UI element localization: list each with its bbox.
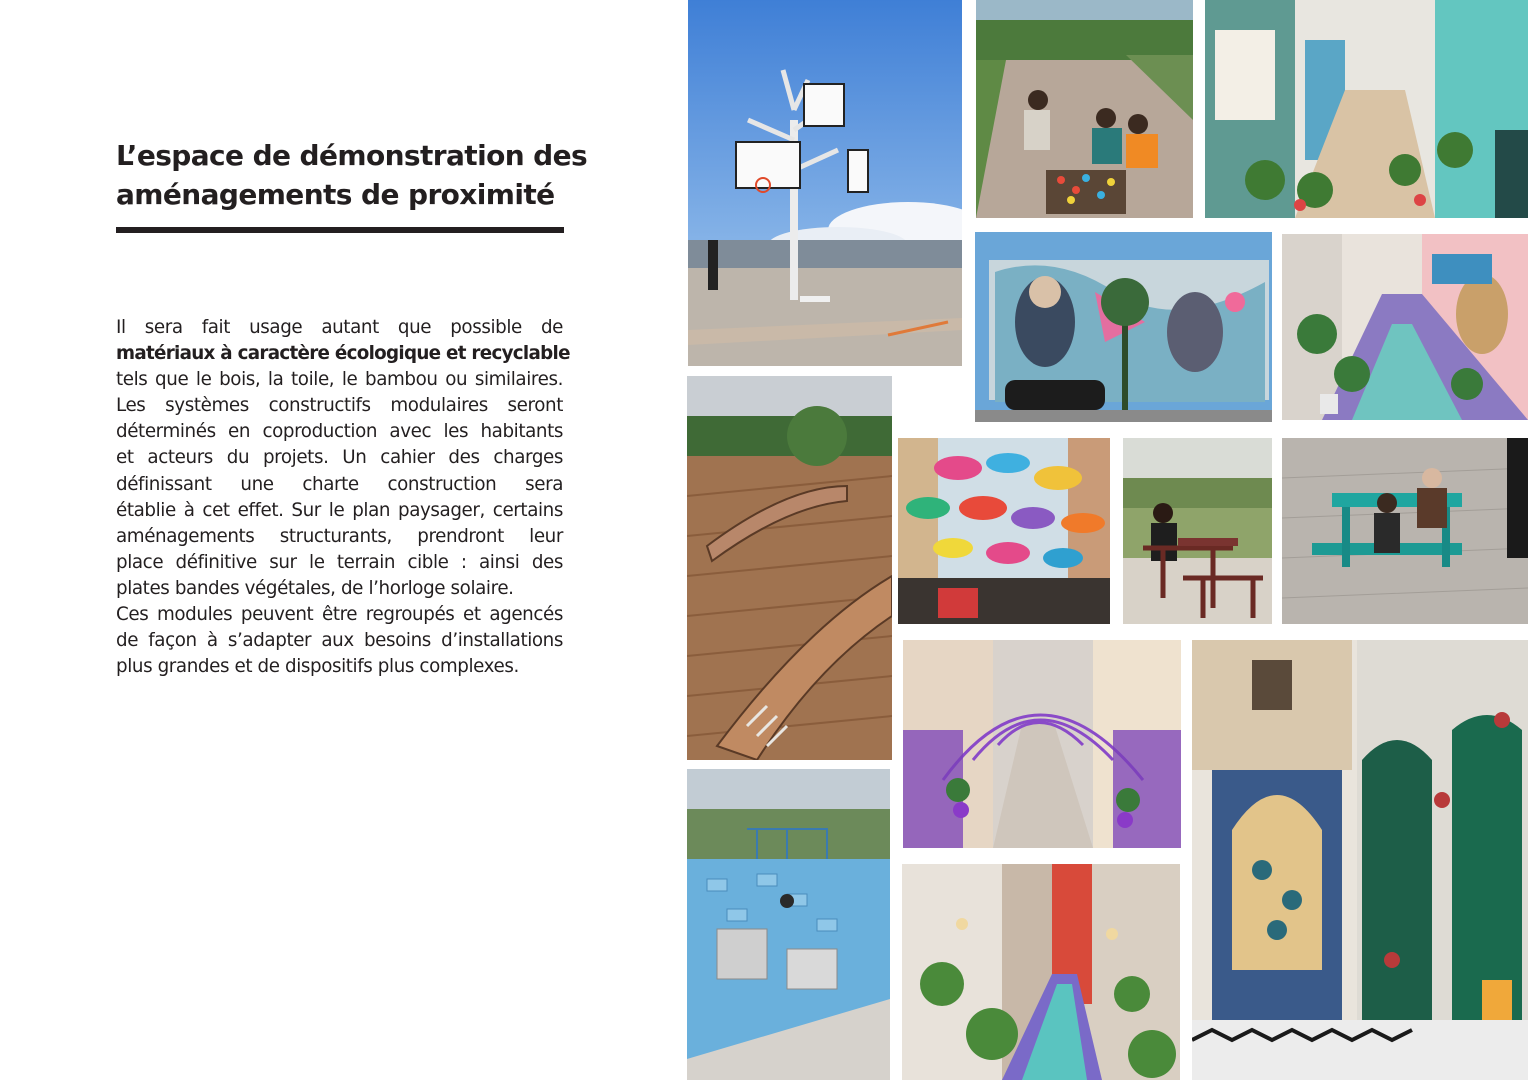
- photo-park-desk: [1123, 438, 1272, 624]
- body-line: Les systèmes constructifs modulaires seront: [116, 395, 563, 417]
- body-line: et acteurs du projets. Un cahier des charges: [116, 447, 563, 469]
- body-line: Ces modules peuvent être regroupés et agencés: [116, 604, 563, 626]
- photo-mural-wall: [975, 232, 1272, 422]
- title-underline: [116, 227, 564, 233]
- body-line: place définitive sur le terrain cible : ainsi des: [116, 551, 563, 573]
- body-line: déterminés en coproduction avec les habitants: [116, 421, 563, 443]
- body-line: définissant une charte construction sera: [116, 473, 563, 495]
- photo-teal-alley: [1205, 0, 1528, 218]
- page-title-line-2: aménagements de proximité: [116, 178, 555, 211]
- body-line: plates bandes végétales, de l’horloge solaire.: [116, 577, 514, 599]
- body-line: aménagements structurants, prendront leur: [116, 525, 563, 547]
- photo-wooden-benches: [687, 376, 892, 760]
- photo-painted-alley: [1282, 234, 1528, 420]
- photo-tiled-fountain: [1192, 640, 1528, 1080]
- body-line: tels que le bois, la toile, le bambou ou similaires.: [116, 369, 563, 391]
- body-line: matériaux à caractère écologique et recyclable: [116, 343, 570, 365]
- body-line: Il sera fait usage autant que possible de: [116, 317, 563, 338]
- photo-umbrella-street: [898, 438, 1110, 624]
- photo-teal-table: [1282, 438, 1528, 624]
- body-paragraph: [116, 315, 570, 680]
- photo-rainbow-alley: [902, 864, 1180, 1080]
- photo-purple-alley: [903, 640, 1181, 848]
- body-line: plus grandes et de dispositifs plus complexes.: [116, 656, 519, 678]
- photo-basketball-tree: [688, 0, 962, 366]
- photo-fitness-area: [687, 769, 890, 1080]
- photo-kids-abacus: [976, 0, 1193, 218]
- page-title: [116, 136, 588, 214]
- page-title-line-1: L’espace de démonstration des: [116, 139, 588, 172]
- body-line: établie à cet effet. Sur le plan paysager, certains: [116, 499, 563, 521]
- body-line: de façon à s’adapter aux besoins d’installations: [116, 630, 563, 652]
